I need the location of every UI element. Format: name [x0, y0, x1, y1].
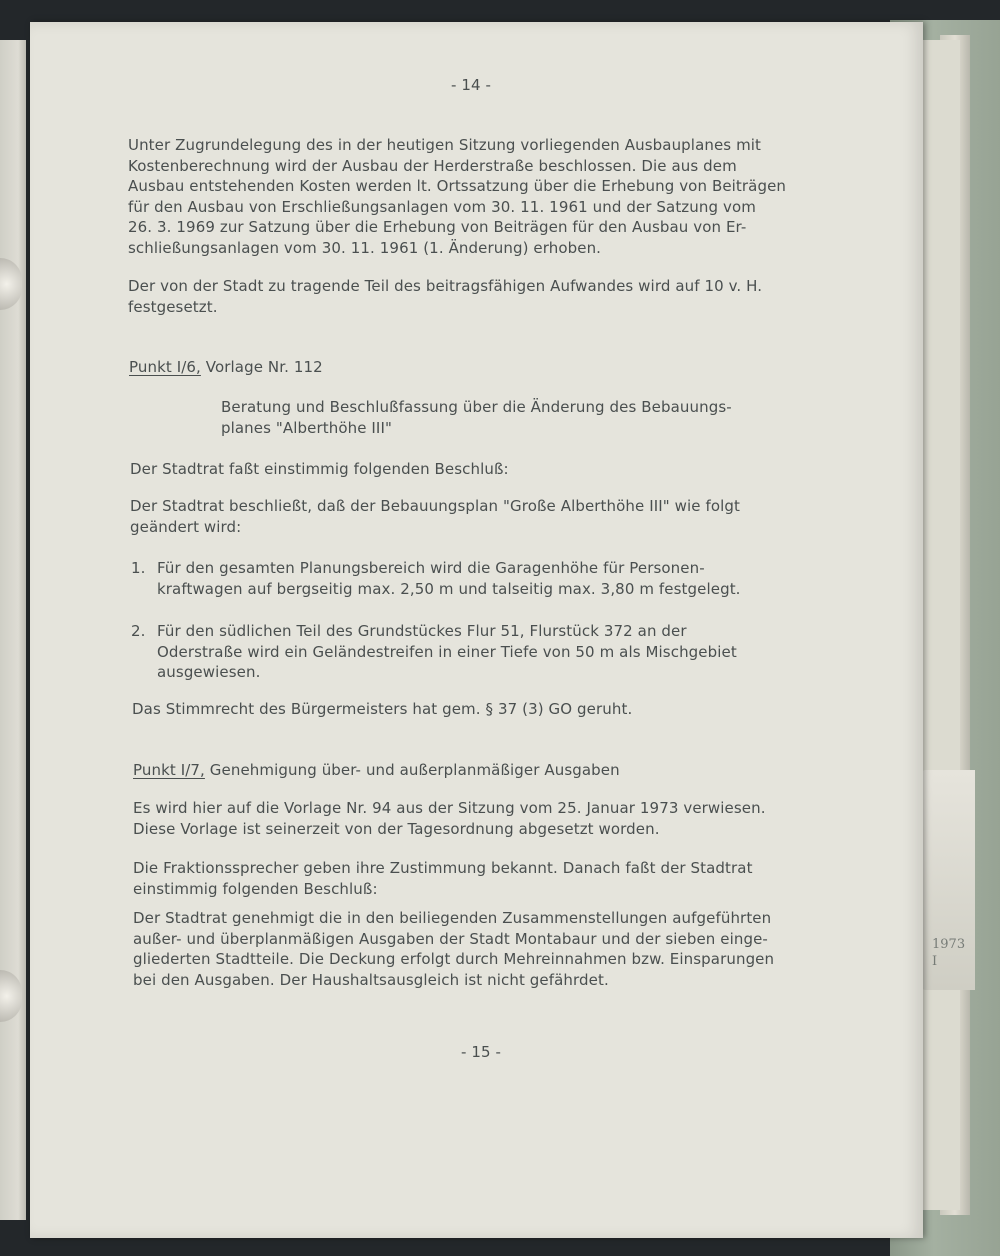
- text-line: kraftwagen auf bergseitig max. 2,50 m und talseitig max. 3,80 m festgelegt.: [157, 579, 741, 598]
- cost-share-paragraph: [128, 276, 762, 317]
- punkt-i6-resolution: [130, 496, 740, 537]
- binder-tab-line: 1973: [932, 937, 966, 952]
- punkt-i7-speakers: [133, 858, 753, 899]
- list-marker: 1.: [131, 559, 146, 577]
- text-line: Diese Vorlage ist seinerzeit von der Tagesordnung abgesetzt worden.: [133, 819, 660, 838]
- previous-page-edge: [0, 40, 26, 1220]
- text-line: Die Fraktionssprecher geben ihre Zustimmung bekannt. Danach faßt der Stadtrat: [133, 859, 753, 877]
- page-number-top: - 14 -: [451, 76, 492, 94]
- text-line: Es wird hier auf die Vorlage Nr. 94 aus der Sitzung vom 25. Januar 1973 verwiesen.: [133, 799, 766, 817]
- text-line: Der von der Stadt zu tragende Teil des beitragsfähigen Aufwandes wird auf 10 v. H.: [128, 277, 763, 295]
- text-line: Für den gesamten Planungsbereich wird die Garagenhöhe für Personen-: [157, 559, 705, 577]
- text-line: planes "Alberthöhe III": [221, 418, 392, 437]
- text-line: Der Stadtrat genehmigt die in den beiliegenden Zusammenstellungen aufgeführten: [133, 909, 772, 927]
- text-line: gliederten Stadtteile. Die Deckung erfolgt durch Mehreinnahmen bzw. Einsparungen: [133, 950, 775, 968]
- text-line: Oderstraße wird ein Geländestreifen in einer Tiefe von 50 m als Mischgebiet: [157, 642, 737, 661]
- punkt-i7-label: Punkt I/7,: [133, 761, 205, 779]
- punkt-i6-label: Punkt I/6,: [129, 358, 201, 376]
- text-line: Der Stadtrat beschließt, daß der Bebauungsplan "Große Alberthöhe III" wie folgt: [130, 497, 741, 515]
- page-number-bottom: - 15 -: [461, 1043, 502, 1061]
- binder-tab-line: I: [932, 954, 938, 969]
- punkt-i6-subject: [221, 397, 732, 438]
- text-line: Für den südlichen Teil des Grundstückes Flur 51, Flurstück 372 an der: [157, 622, 687, 640]
- punkt-i6-title: Vorlage Nr. 112: [205, 358, 323, 376]
- punkt-i7-reference: [133, 798, 766, 839]
- text-line: Ausbau entstehenden Kosten werden lt. Ortssatzung über die Erhebung von Beiträgen: [128, 177, 787, 195]
- text-line: festgesetzt.: [128, 297, 218, 316]
- list-marker: 2.: [131, 622, 146, 640]
- text-line: ausgewiesen.: [157, 663, 261, 681]
- text-line: für den Ausbau von Erschließungsanlagen vom 30. 11. 1961 und der Satzung vom: [128, 197, 756, 216]
- punkt-i6-voting-note: Das Stimmrecht des Bürgermeisters hat gem. § 37 (3) GO geruht.: [132, 700, 633, 718]
- text-line: Unter Zugrundelegung des in der heutigen Sitzung vorliegenden Ausbauplanes mit: [128, 136, 762, 154]
- punkt-i6-decision-intro: Der Stadtrat faßt einstimmig folgenden Beschluß:: [130, 460, 509, 478]
- punkt-i6-heading: [129, 357, 323, 378]
- text-line: Beratung und Beschlußfassung über die Änderung des Bebauungs-: [221, 398, 732, 416]
- document-page: [30, 22, 923, 1238]
- punkt-i6-item-2: [131, 621, 737, 683]
- binder-tab-text: [932, 936, 965, 970]
- punkt-i7-title: Genehmigung über- und außerplanmäßiger Ausgaben: [209, 761, 620, 779]
- intro-paragraph: [128, 135, 786, 258]
- text-line: schließungsanlagen vom 30. 11. 1961 (1. Änderung) erhoben.: [128, 238, 602, 257]
- text-line: Kostenberechnung wird der Ausbau der Herderstraße beschlossen. Die aus dem: [128, 156, 737, 175]
- text-line: einstimmig folgenden Beschluß:: [133, 879, 378, 898]
- punkt-i6-item-1: [131, 558, 741, 599]
- text-line: bei den Ausgaben. Der Haushaltsausgleich ist nicht gefährdet.: [133, 970, 609, 989]
- text-line: außer- und überplanmäßigen Ausgaben der Stadt Montabaur und der sieben einge-: [133, 929, 768, 948]
- punkt-i7-resolution: [133, 908, 774, 990]
- punkt-i7-heading: [133, 760, 620, 781]
- text-line: 26. 3. 1969 zur Satzung über die Erhebung von Beiträgen für den Ausbau von Er-: [128, 218, 747, 236]
- text-line: geändert wird:: [130, 517, 242, 536]
